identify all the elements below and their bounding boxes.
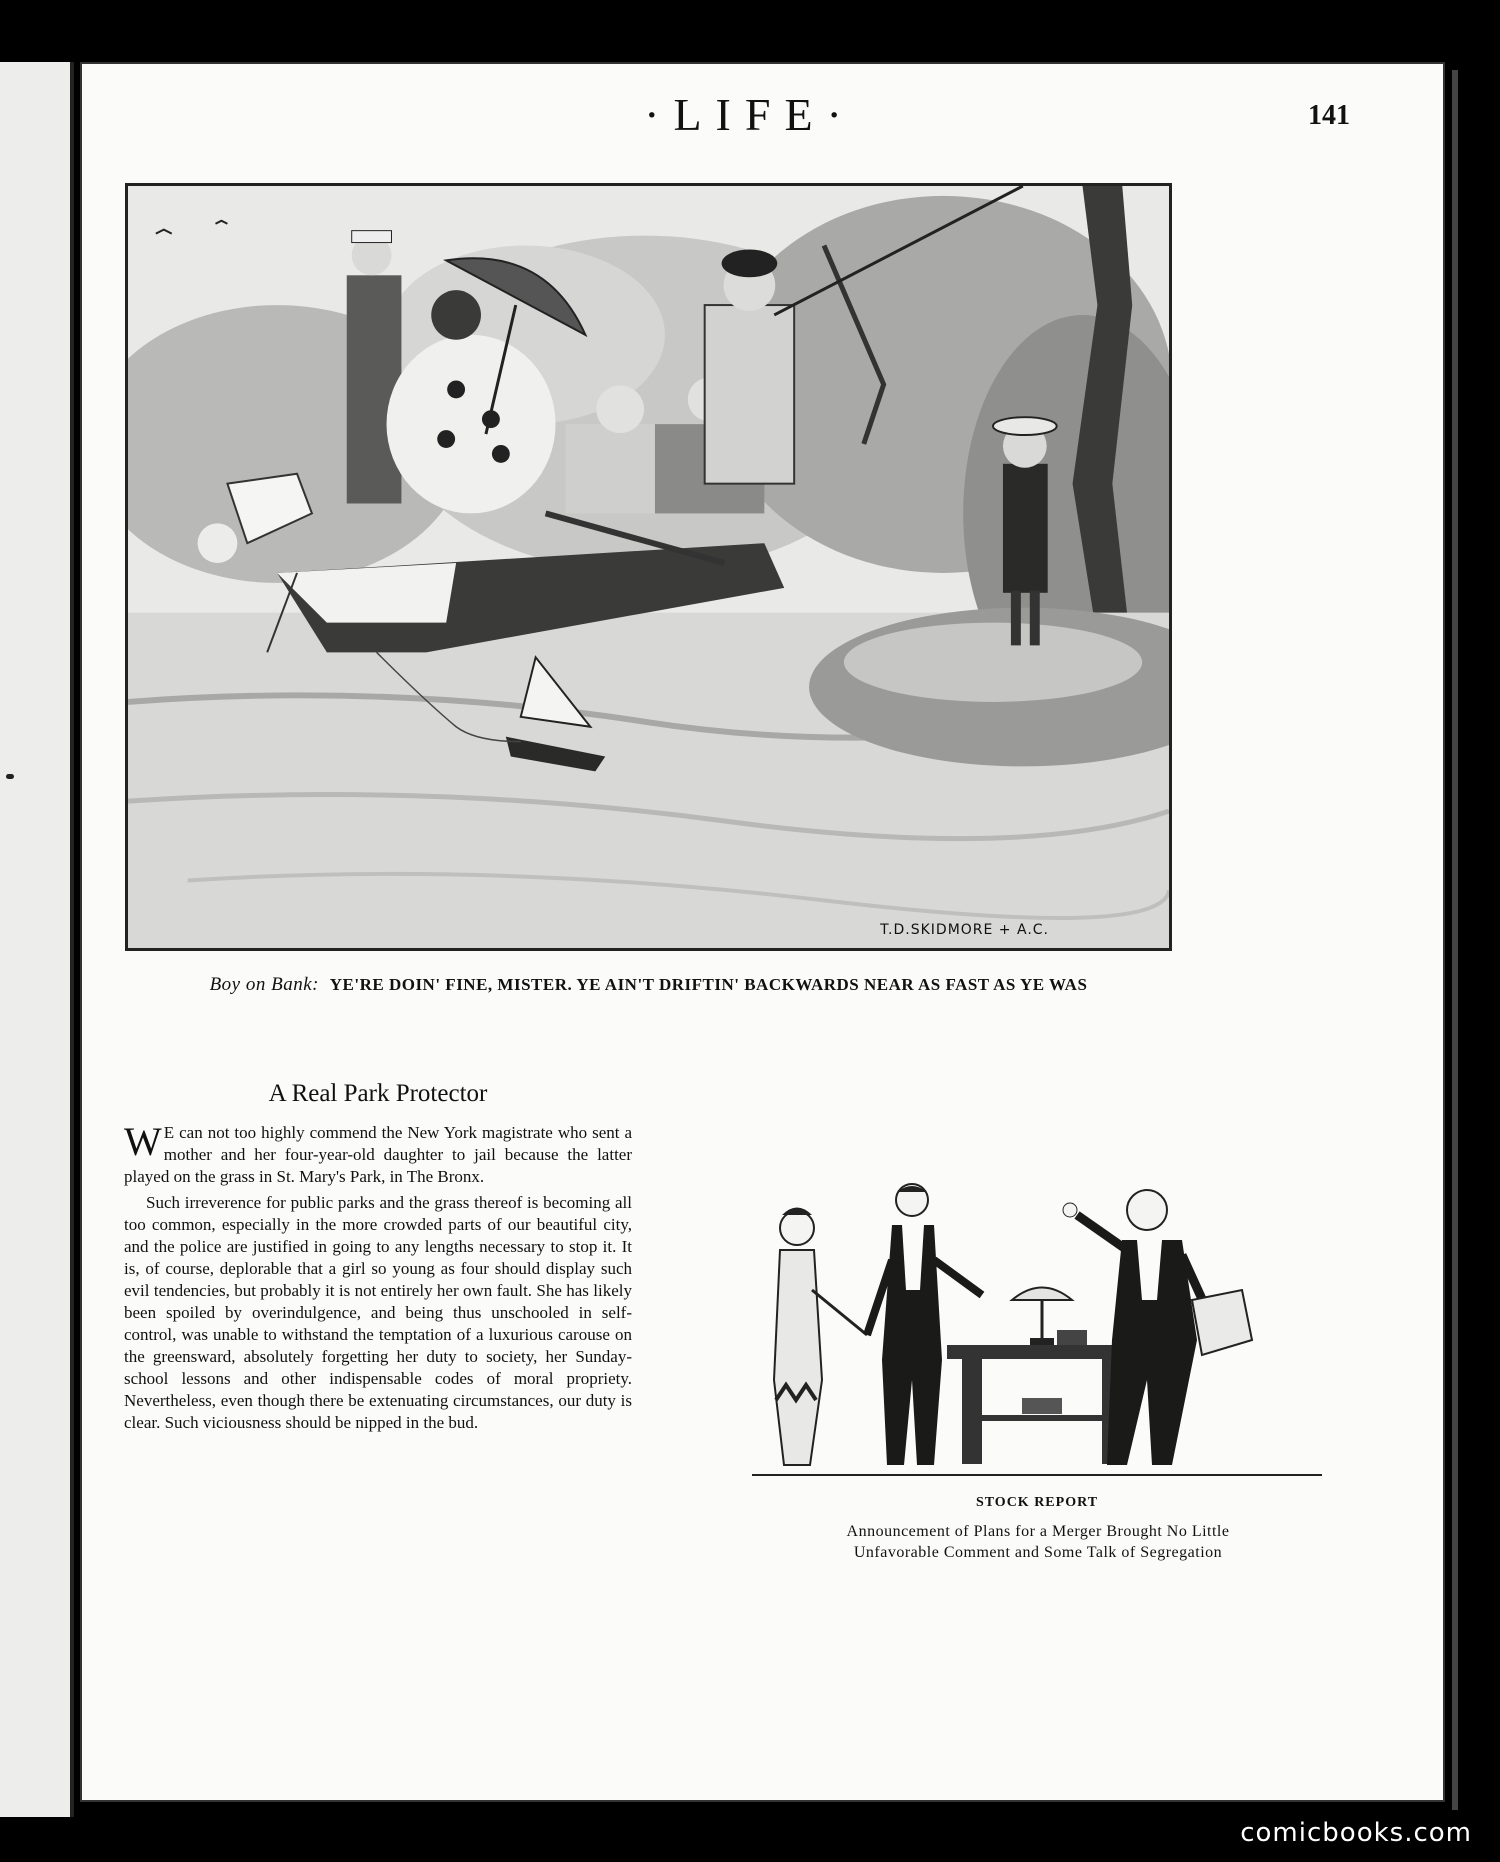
article-title: A Real Park Protector: [268, 1080, 488, 1107]
page-edge-shadow: [1452, 70, 1458, 1810]
page-number: 141: [1308, 100, 1350, 131]
site-watermark: comicbooks.com: [1240, 1818, 1472, 1848]
stock-report-caption: [738, 1521, 1338, 1563]
caption-dialogue: YE'RE DOIN' FINE, MISTER. YE AIN'T DRIFTIN' BACKWARDS NEAR AS FAST AS YE WAS: [329, 975, 1088, 994]
ink-mark: [6, 774, 14, 779]
article-paragraph-2: Such irreverence for public parks and the grass thereof is becoming all too common, especially in the more crowded parts of our beautiful city, and the police are justified in going to any lengths necessary to stop it. It is, of course, deplorable that a girl so young as four should display such evil tendencies, but probably it is not entirely her own fault. She has likely been spoiled by overindulgence, and being thus unschooled in self-control, was unable to withstand the temptation of a luxurious carouse on the greensward, absolutely forgetting her duty to society, her Sunday-school lessons and other indispensable codes of moral propriety. Nevertheless, even though there be extenuating circumstances, our duty is clear. Such viciousness should be nipped in the bud.: [124, 1193, 632, 1432]
stock-report-illustration: [752, 1180, 1322, 1480]
article: [124, 1080, 632, 1438]
drop-cap: W: [124, 1119, 162, 1164]
stock-caption-line-1: Announcement of Plans for a Merger Brought No Little: [846, 1523, 1230, 1540]
caption-speaker: Boy on Bank:: [209, 974, 319, 995]
article-paragraph-1: [124, 1119, 632, 1188]
illustration-caption: [125, 974, 1172, 996]
masthead: ·LIFE·: [644, 89, 856, 140]
artist-signature: T.D.SKIDMORE + A.C.: [880, 922, 1049, 938]
stock-report-drawing: [752, 1180, 1322, 1480]
article-paragraph-1-text: E can not too highly commend the New York magistrate who sent a mother and her four-year-old daughter to jail because the latter played on the grass in St. Mary's Park, in The Bronx.: [124, 1123, 632, 1186]
stock-caption-line-2: Unfavorable Comment and Some Talk of Segregation: [853, 1544, 1223, 1561]
left-page-edge: [0, 62, 74, 1817]
boating-illustration-drawing: [128, 186, 1169, 948]
stock-report-title: STOCK REPORT: [975, 1495, 1099, 1510]
boating-illustration: [125, 183, 1172, 951]
